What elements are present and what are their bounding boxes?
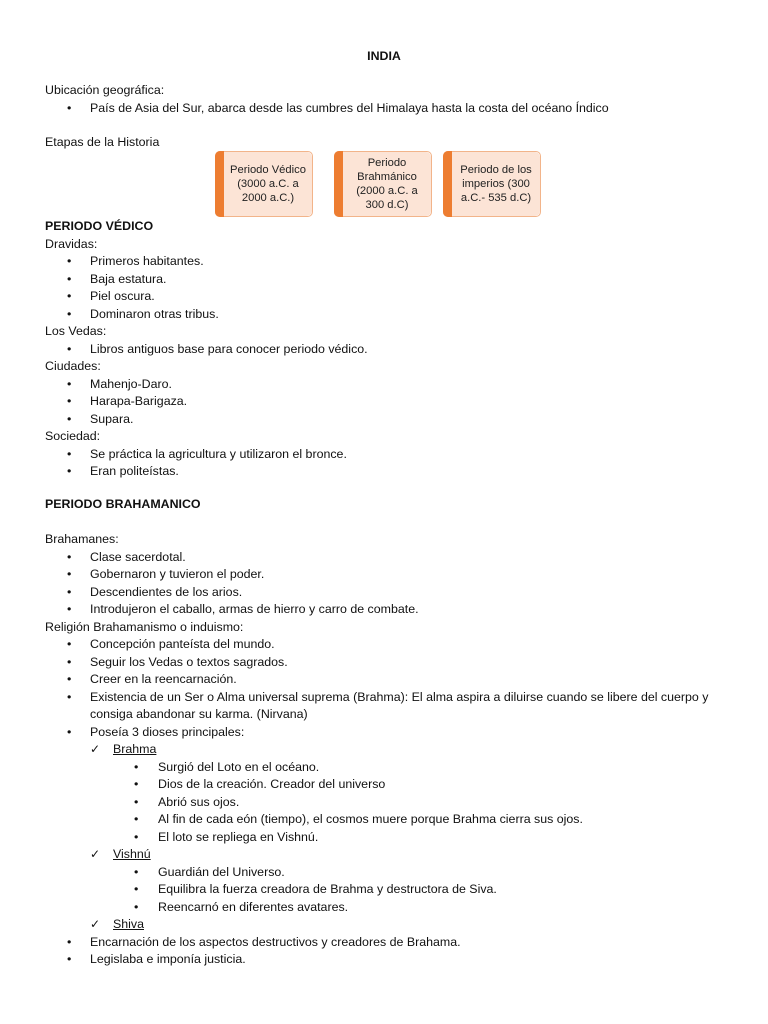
- god-item: ✓ Vishnú: [45, 846, 735, 864]
- bullet-icon: •: [134, 777, 139, 791]
- bullet-icon: •: [67, 602, 72, 616]
- gods-list: [45, 741, 735, 759]
- list-item: • Gobernaron y tuvieron el poder.: [45, 566, 735, 584]
- brahamanes-list: [45, 549, 735, 619]
- bullet-icon: •: [67, 100, 72, 115]
- list-item: • Harapa-Barigaza.: [45, 393, 735, 411]
- document-title: INDIA: [367, 49, 401, 63]
- stage-label: Periodo de los imperios (300 a.C.- 535 d.C): [452, 152, 540, 216]
- list-item: • Poseía 3 dioses principales:: [45, 724, 735, 742]
- vedico-section: [45, 218, 735, 481]
- list-item: • Surgió del Loto en el océano.: [45, 759, 735, 777]
- bullet-icon: •: [67, 341, 72, 356]
- bullet-icon: •: [67, 376, 72, 391]
- list-item: • País de Asia del Sur, abarca desde las cumbres del Himalaya hasta la costa del océano Índico: [45, 100, 609, 118]
- bullet-icon: •: [134, 794, 139, 809]
- list-item: • Concepción panteísta del mundo.: [45, 636, 735, 654]
- subheading: Sociedad:: [45, 429, 101, 443]
- subheading: Ciudades:: [45, 359, 101, 373]
- bullet-icon: •: [67, 724, 72, 739]
- list-item: • Creer en la reencarnación.: [45, 671, 735, 689]
- stage-accent: [443, 151, 452, 217]
- bullet-icon: •: [67, 549, 72, 564]
- bullet-icon: •: [67, 952, 72, 966]
- stage-box: [443, 151, 541, 217]
- bullet-icon: •: [67, 934, 72, 949]
- bullet-icon: •: [67, 411, 72, 426]
- list-item: • Se práctica la agricultura y utilizaron el bronce.: [45, 446, 735, 464]
- god-item: ✓ Shiva: [45, 916, 735, 934]
- list-item: • El loto se repliega en Vishnú.: [45, 829, 735, 847]
- list-item: • Eran politeístas.: [45, 463, 735, 481]
- stages-diagram: [171, 151, 551, 217]
- god-item: ✓ Brahma: [45, 741, 735, 759]
- bullet-icon: •: [134, 864, 139, 879]
- list-item: • Dios de la creación. Creador del universo: [45, 776, 735, 794]
- list-item: • Existencia de un Ser o Alma universal suprema (Brahma): El alma aspira a diluirse cuando se libere del cuerpo y consiga abandonar su karma. (Nirvana): [67, 689, 709, 721]
- dravidas-list: [45, 253, 735, 323]
- geo-section: [45, 82, 609, 117]
- list-item: • Mahenjo-Daro.: [45, 376, 735, 394]
- bullet-icon: •: [67, 689, 72, 704]
- list-item: • Piel oscura.: [45, 288, 735, 306]
- list-item: • Primeros habitantes.: [45, 253, 735, 271]
- section-title: PERIODO VÉDICO: [45, 219, 154, 233]
- ciudades-list: [45, 376, 735, 429]
- bullet-icon: •: [67, 464, 72, 478]
- bullet-icon: •: [67, 254, 72, 268]
- brahma-list: [45, 759, 735, 847]
- list-item: • Encarnación de los aspectos destructivos y creadores de Brahama.: [45, 934, 735, 952]
- bullet-icon: •: [134, 812, 139, 826]
- stage-label: Periodo Védico (3000 a.C. a 2000 a.C.): [224, 152, 312, 216]
- religion-list: [45, 636, 735, 741]
- vishnu-list: [45, 864, 735, 917]
- gods-list: [45, 846, 735, 864]
- bullet-icon: •: [67, 306, 72, 321]
- gods-list: [45, 916, 735, 934]
- bullet-icon: •: [67, 446, 72, 461]
- vedas-list: [45, 341, 735, 359]
- list-item: • Baja estatura.: [45, 271, 735, 289]
- list-item: • Supara.: [45, 411, 735, 429]
- subheading: Brahamanes:: [45, 532, 119, 546]
- bullet-icon: •: [134, 759, 139, 774]
- list-item: • Abrió sus ojos.: [45, 794, 735, 812]
- stages-heading: Etapas de la Historia: [45, 135, 160, 149]
- subheading: Religión Brahamanismo o induismo:: [45, 619, 244, 634]
- list-item: • Equilibra la fuerza creadora de Brahma y destructora de Siva.: [45, 881, 735, 899]
- list-item: • Dominaron otras tribus.: [45, 306, 735, 324]
- list-item: • Introdujeron el caballo, armas de hierro y carro de combate.: [45, 601, 735, 619]
- bullet-icon: •: [67, 637, 72, 651]
- list-item: • Seguir los Vedas o textos sagrados.: [45, 654, 735, 672]
- bullet-icon: •: [134, 899, 139, 914]
- checkmark-icon: ✓: [90, 917, 101, 931]
- brahamanico-section: [45, 496, 735, 969]
- stage-label: Periodo Brahmánico (2000 a.C. a 300 d.C): [343, 152, 431, 216]
- bullet-icon: •: [67, 584, 72, 599]
- stage-accent: [215, 151, 224, 217]
- checkmark-icon: ✓: [90, 847, 101, 861]
- geo-heading: Ubicación geográfica:: [45, 83, 165, 97]
- stage-box: [334, 151, 432, 217]
- checkmark-icon: ✓: [90, 742, 101, 756]
- list-item: • Al fin de cada eón (tiempo), el cosmos muere porque Brahma cierra sus ojos.: [45, 811, 735, 829]
- section-title: PERIODO BRAHAMANICO: [45, 497, 201, 511]
- list-item: • Reencarnó en diferentes avatares.: [45, 899, 735, 917]
- bullet-icon: •: [67, 289, 72, 303]
- bullet-icon: •: [67, 394, 72, 408]
- list-item: • Libros antiguos base para conocer periodo védico.: [45, 341, 735, 359]
- stage-accent: [334, 151, 343, 217]
- subheading: Los Vedas:: [45, 324, 107, 338]
- geo-list: [45, 100, 609, 118]
- bullet-icon: •: [134, 882, 139, 896]
- stage-box: [215, 151, 313, 217]
- bullet-icon: •: [67, 567, 72, 581]
- list-item: • Legislaba e imponía justicia.: [45, 951, 735, 969]
- list-item: • Descendientes de los arios.: [45, 584, 735, 602]
- bullet-icon: •: [134, 829, 139, 844]
- subheading: Dravidas:: [45, 236, 98, 251]
- bullet-icon: •: [67, 654, 72, 669]
- list-item: • Clase sacerdotal.: [45, 549, 735, 567]
- bullet-icon: •: [67, 672, 72, 686]
- final-list: [45, 934, 735, 969]
- list-item: • Guardián del Universo.: [45, 864, 735, 882]
- sociedad-list: [45, 446, 735, 481]
- bullet-icon: •: [67, 271, 72, 286]
